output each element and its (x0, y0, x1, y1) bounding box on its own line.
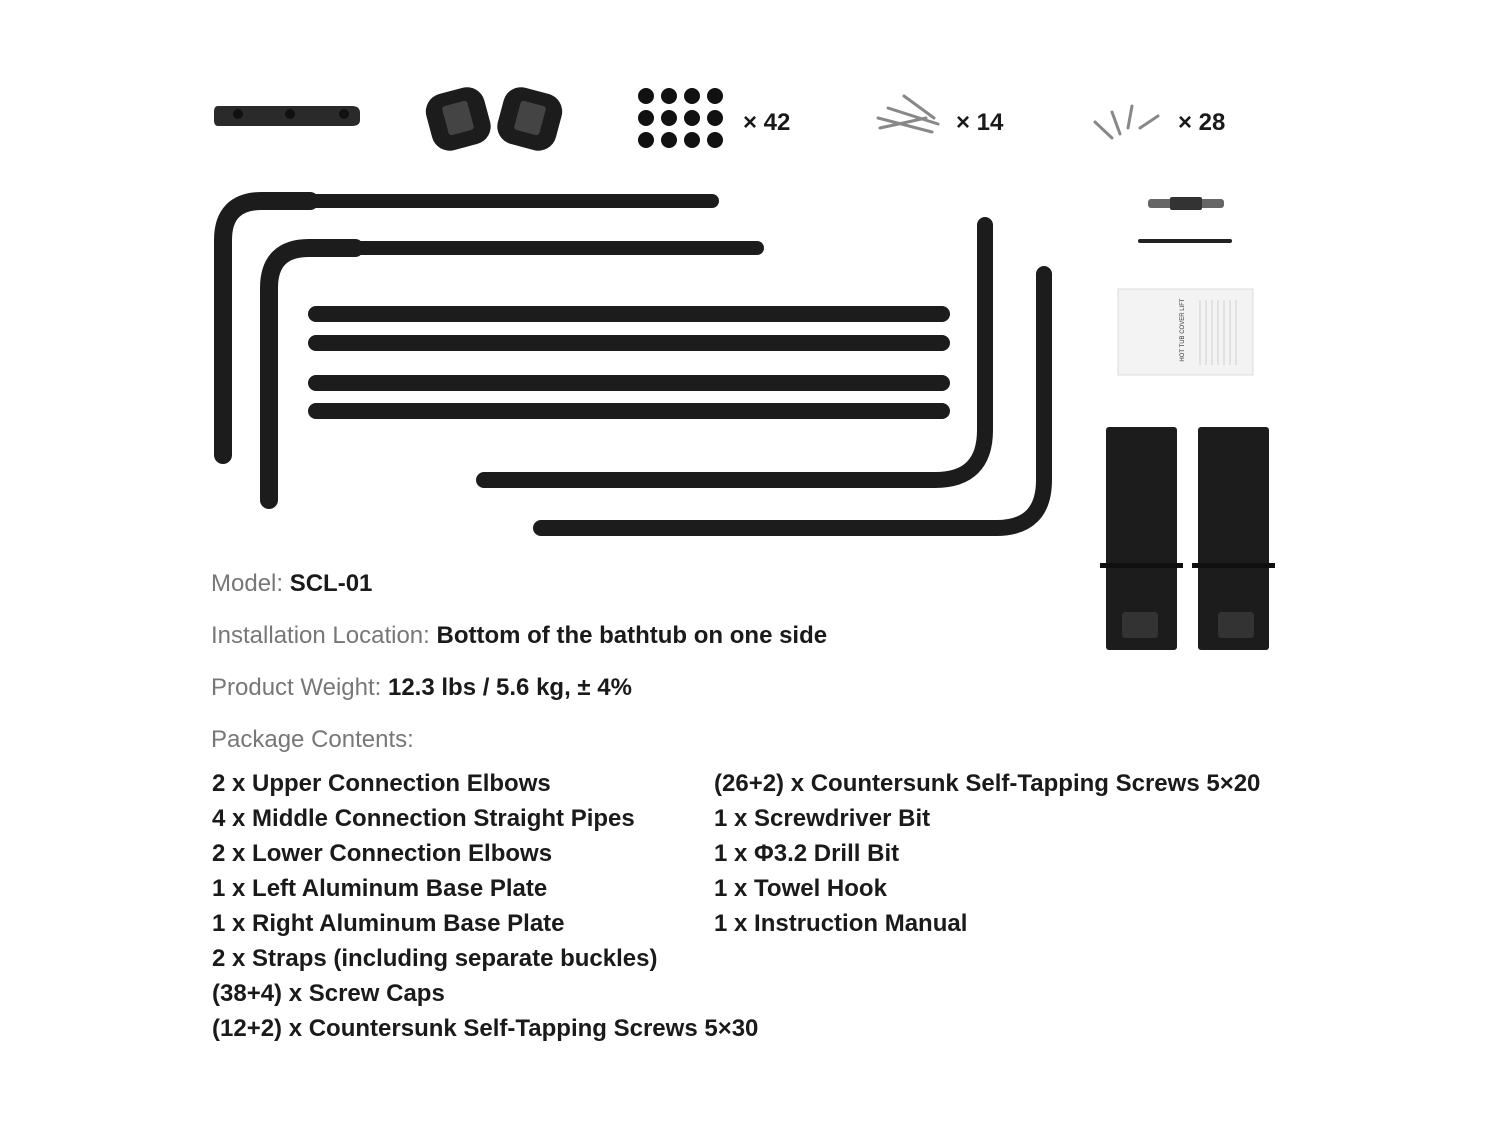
list-item: 1 x Screwdriver Bit (714, 805, 931, 832)
screw-caps-icon (638, 88, 723, 148)
right-base-plate-icon (1192, 427, 1275, 650)
list-item: 4 x Middle Connection Straight Pipes (212, 805, 635, 832)
product-weight-label: Product Weight: (211, 674, 382, 701)
product-weight-value: 12.3 lbs / 5.6 kg, ± 4% (387, 674, 632, 701)
instruction-manual-icon (1118, 289, 1253, 375)
installation-location-label: Installation Location: (211, 622, 430, 649)
list-item: 1 x Instruction Manual (714, 910, 968, 937)
package-contents-heading: Package Contents: (211, 726, 414, 753)
installation-location-value: Bottom of the bathtub on one side (436, 622, 828, 649)
list-item: 2 x Lower Connection Elbows (212, 840, 553, 867)
list-item: 1 x Towel Hook (714, 875, 887, 902)
model-value: SCL-01 (289, 570, 373, 597)
package-contents-left-list (212, 766, 758, 1046)
manual-title: HOT TUB COVER LIFT (1180, 298, 1186, 362)
short-screws-qty: × 28 (1178, 109, 1226, 136)
left-base-plate-icon (1100, 427, 1183, 650)
list-item: (12+2) x Countersunk Self-Tapping Screws 5×30 (212, 1015, 759, 1042)
long-screws-qty: × 14 (956, 109, 1004, 136)
long-screws-icon (878, 96, 938, 132)
installation-location-spec (211, 622, 827, 650)
list-item: 1 x Φ3.2 Drill Bit (714, 840, 900, 867)
list-item: (38+4) x Screw Caps (212, 980, 445, 1007)
straight-pipes-icon (316, 314, 942, 411)
package-contents-right-list (714, 766, 1260, 941)
model-spec (211, 570, 372, 598)
list-item: 1 x Left Aluminum Base Plate (212, 875, 548, 902)
product-weight-spec (211, 674, 632, 702)
list-item: 2 x Straps (including separate buckles) (212, 945, 658, 972)
screwdriver-bit-icon (1148, 197, 1224, 210)
strap-buckles-icon (422, 83, 566, 155)
upper-elbow-2-icon (269, 248, 757, 500)
lower-elbow-1-icon (484, 225, 985, 480)
model-label: Model: (211, 570, 284, 597)
screw-caps-qty: × 42 (743, 109, 791, 136)
short-screws-icon (1095, 106, 1158, 138)
towel-hook-icon (214, 106, 360, 126)
list-item: 1 x Right Aluminum Base Plate (212, 910, 565, 937)
list-item: 2 x Upper Connection Elbows (212, 770, 551, 797)
list-item: (26+2) x Countersunk Self-Tapping Screws 5×20 (714, 770, 1261, 797)
